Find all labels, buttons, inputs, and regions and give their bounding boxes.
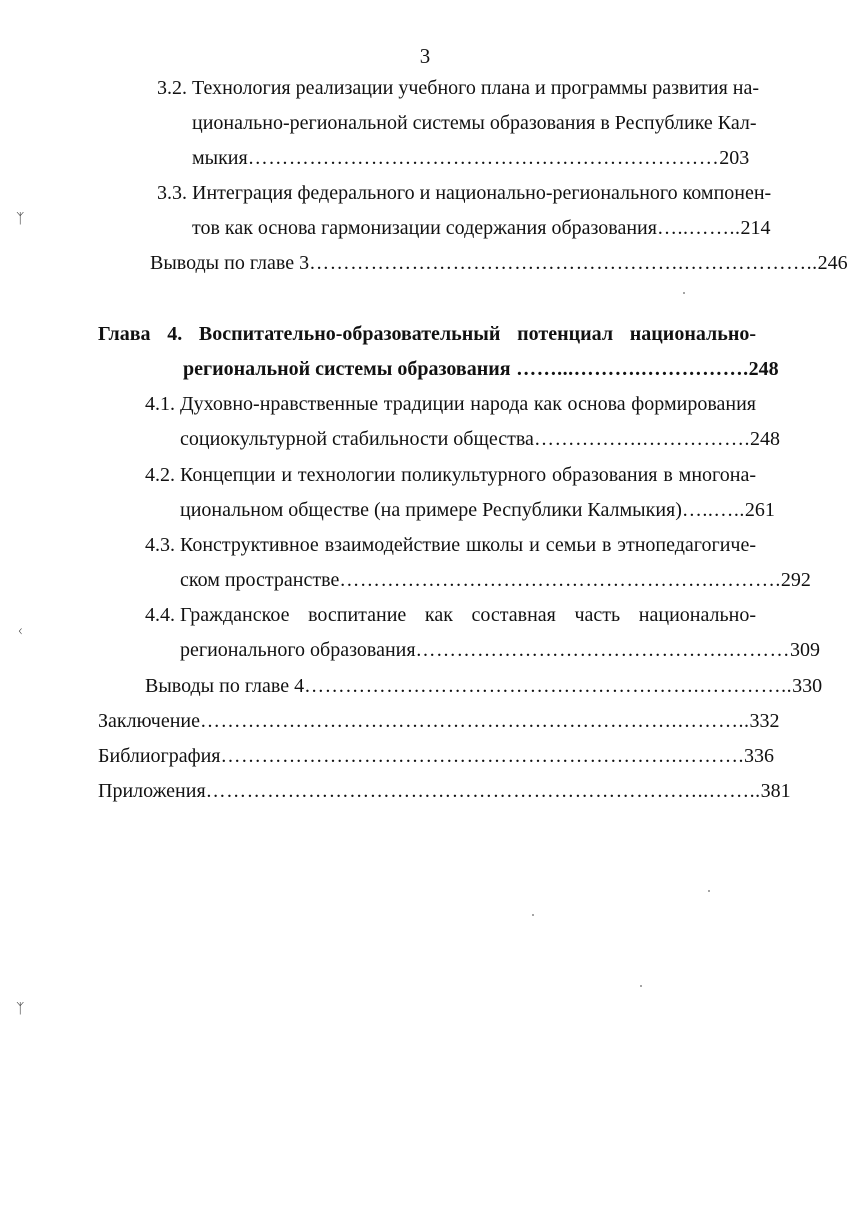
toc-conclusion-page: 332: [749, 710, 780, 732]
toc-conclusions-ch4-title: Выводы по главе 4: [145, 675, 305, 697]
chapter-4-page: 248: [748, 358, 779, 380]
toc-4-2-page: 261: [744, 499, 775, 521]
section-number-4-4: 4.4.: [145, 604, 175, 626]
toc-4-4-leader: ……………………………………….………: [415, 639, 791, 661]
toc-appendices-title: Приложения: [98, 780, 206, 802]
toc-appendices-leader: ………………………………………………………………..……..: [205, 780, 761, 802]
chapter-4-leader: ……...……….…………….: [510, 358, 749, 380]
toc-4-1-leader: …………….…………….: [533, 428, 750, 450]
toc-4-1-line1: Духовно-нравственные традиции народа как основа формирования: [180, 393, 756, 415]
toc-4-4-page: 309: [790, 639, 821, 661]
toc-conclusions-ch4-leader: ………………………………………………….…………..: [304, 675, 793, 697]
toc-4-4-line2: [180, 635, 821, 665]
scan-speck: [683, 292, 685, 294]
section-number-4-2: 4.2.: [145, 464, 175, 486]
toc-appendices: [98, 776, 791, 806]
toc-conclusions-ch3: [150, 248, 848, 278]
scan-speck: [640, 985, 642, 987]
scan-mark-icon: ᛉ: [16, 212, 25, 227]
scan-mark-icon: ᚲ: [16, 625, 25, 640]
toc-4-2-title-end: циональном обществе (на примере Республики Калмыкия): [180, 499, 682, 521]
toc-4-3-page: 292: [780, 569, 811, 591]
toc-4-3-leader: ……………………………………………….……….: [339, 569, 781, 591]
toc-3-2-line1: Технология реализации учебного плана и программы развития на-: [192, 77, 760, 99]
chapter-4-heading-line2: [183, 354, 779, 384]
scan-mark-icon: ᛉ: [16, 1002, 25, 1017]
toc-3-3-leader: …..……..: [656, 217, 741, 239]
scan-speck: [532, 914, 534, 916]
toc-conclusion: [98, 706, 780, 736]
chapter-4-heading-line1: Глава 4. Воспитательно-образовательный потенциал национально-: [98, 323, 756, 345]
toc-bibliography-leader: ………………………………………………………….……….: [220, 745, 744, 767]
toc-3-3-line2: [192, 213, 771, 243]
toc-4-2-leader: …..…..: [681, 499, 745, 521]
toc-3-3-page: 214: [740, 217, 771, 239]
scan-speck: [708, 890, 710, 892]
toc-4-2-line1: Концепции и технологии поликультурного образования в многона-: [180, 464, 756, 486]
chapter-4-title-end: региональной системы образования: [183, 358, 511, 380]
toc-conclusions-ch3-page: 246: [817, 252, 848, 274]
toc-3-2-page: 203: [719, 147, 750, 169]
section-number-4-3: 4.3.: [145, 534, 175, 556]
toc-4-1-title-end: социокультурной стабильности общества: [180, 428, 534, 450]
section-number-4-1: 4.1.: [145, 393, 175, 415]
toc-4-4-title-end: регионального образования: [180, 639, 416, 661]
toc-3-2-leader: ……………………………………………………………: [247, 147, 720, 169]
toc-3-3-line1: Интеграция федерального и национально-регионального компонен-: [192, 182, 772, 204]
toc-bibliography: [98, 741, 774, 771]
toc-4-3-line2: [180, 565, 811, 595]
section-number-3-2: 3.2.: [157, 77, 187, 99]
toc-conclusion-leader: …………………………………………………………….………..: [200, 710, 750, 732]
toc-3-2-line3: [192, 143, 756, 173]
toc-conclusions-ch4-page: 330: [792, 675, 823, 697]
toc-conclusions-ch4: [145, 671, 823, 701]
toc-bibliography-page: 336: [744, 745, 774, 767]
toc-4-3-line1: Конструктивное взаимодействие школы и семьи в этнопедагогиче-: [180, 534, 756, 556]
toc-conclusions-ch3-title: Выводы по главе 3: [150, 252, 310, 274]
toc-appendices-page: 381: [760, 780, 791, 802]
section-number-3-3: 3.3.: [157, 182, 187, 204]
toc-conclusion-title: Заключение: [98, 710, 200, 732]
toc-3-2-title-end: мыкия: [192, 147, 248, 169]
toc-4-1-line2: [180, 424, 780, 454]
toc-3-2-line2: ционально-региональной системы образования в Республике Кал-: [192, 112, 757, 134]
page-number: 3: [419, 44, 431, 68]
toc-4-3-title-end: ском пространстве: [180, 569, 340, 591]
toc-bibliography-title: Библиография: [98, 745, 221, 767]
toc-4-2-line2: [180, 495, 775, 525]
toc-conclusions-ch3-leader: ……………………………………………….………………..: [309, 252, 818, 274]
toc-3-3-title-end: тов как основа гармонизации содержания образования: [192, 217, 657, 239]
toc-4-4-line1: Гражданское воспитание как составная часть национально-: [180, 604, 756, 626]
toc-4-1-page: 248: [749, 428, 780, 450]
